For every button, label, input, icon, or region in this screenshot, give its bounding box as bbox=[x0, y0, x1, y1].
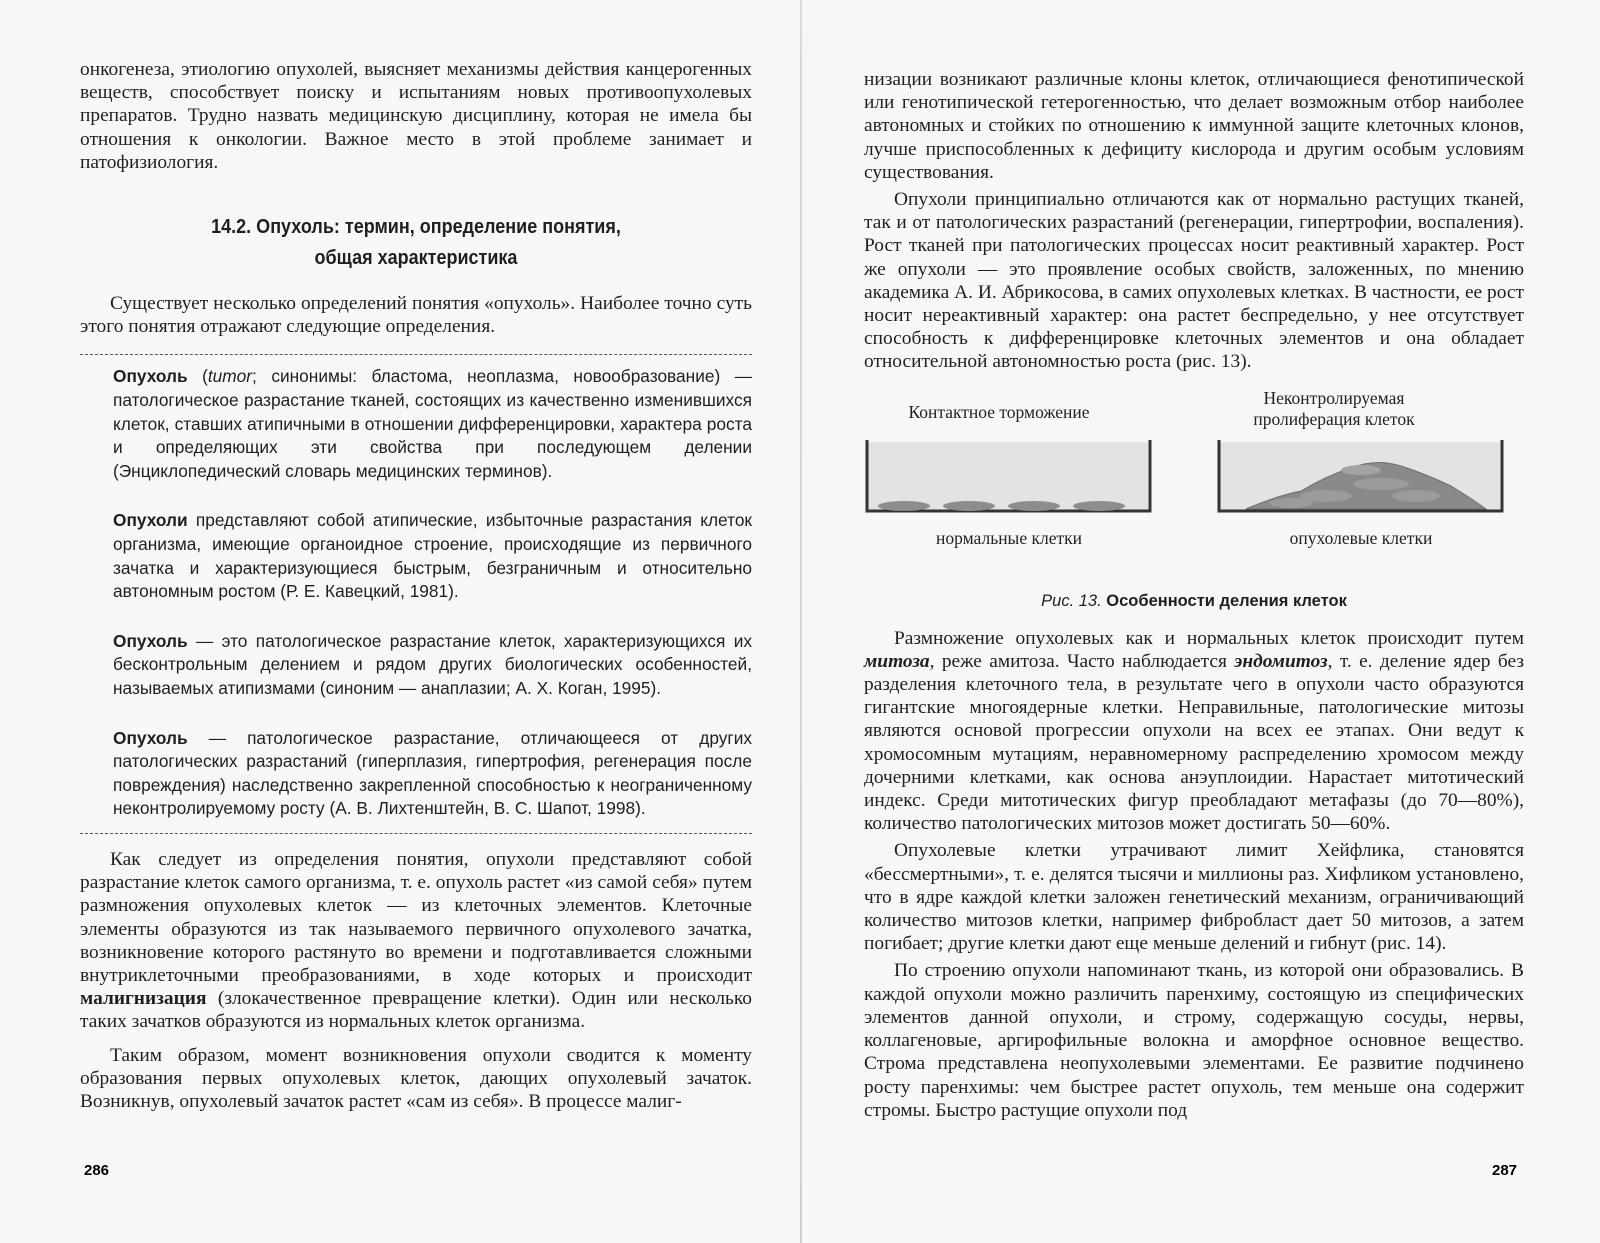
definition-item: Опухоль (tumor; синонимы: бластома, неоплазма, новообразование) — патологическое разрастание тканей, состоящих из качественно изменившихся клеток, ставших атипичными в отношении дифференцировки, характера роста и определяющих эти свойства при последующем делении (Энциклопедический словарь медицинских терминов). bbox=[113, 366, 752, 481]
normal-cell bbox=[1073, 501, 1125, 511]
definitions-box bbox=[80, 354, 752, 834]
book-gutter bbox=[800, 0, 802, 1243]
definition-item bbox=[113, 630, 752, 701]
caption-number: Рис. 13. bbox=[1041, 591, 1102, 610]
tumor-cell bbox=[1269, 498, 1313, 508]
normal-cell bbox=[943, 501, 995, 511]
figure-left-title: Контактное торможение bbox=[908, 401, 1090, 422]
section-heading bbox=[114, 212, 719, 274]
left-page bbox=[80, 58, 752, 1113]
tumor-cell bbox=[1392, 490, 1440, 502]
definition-term: Опухоль bbox=[113, 727, 188, 748]
page-number-left: 286 bbox=[84, 1162, 110, 1179]
definition-text: представляют собой атипические, избыточные разрастания клеток организма, имеющие органоидное строение, происходящие из первичного зачатка и характеризующиеся быстрым, безграничным и относительно автономным ростом (Р. Е. Кавецкий, 1981). bbox=[113, 510, 752, 602]
body-paragraph: По строению опухоли напоминают ткань, из которой они образовались. В каждой опухоли можно различить паренхиму, состоящую из специфических элементов данной опухоли, и строму, содержащую сосуды, нервы, коллагеновые, аргирофильные волокна и аморфное основное вещество. Строма представлена неопухолевыми элементами. Ее развитие подчинено росту паренхимы: чем быстрее растет опухоль, тем меньше она содержит стромы. Быстро растущие опухоли под bbox=[864, 960, 1524, 1121]
tumor-cell bbox=[1341, 465, 1381, 475]
latin-term: tumor bbox=[207, 366, 253, 387]
body-paragraph: Как следует из определения понятия, опухоли представляют собой разрастание клеток самого организма, т. е. опухоль растет «из самой себя» путем размножения опухолевых клеток — из клеточных элементов. Клеточные элементы образуются из так называемого первичного опухолевого зачатка, возникновение которого растянуто во времени и подготавливается сложными внутриклеточными преобразованиями, в ходе которых и происходит малигнизация (злокачественное превращение клетки). Один или несколько таких зачатков образуются из нормальных клеток организма. bbox=[80, 848, 752, 1033]
tumor-cells-dish bbox=[1216, 436, 1506, 516]
definition-term: Опухоли bbox=[113, 510, 188, 531]
normal-cell bbox=[1008, 501, 1060, 511]
heading-line-1: 14.2. Опухоль: термин, определение понятия, bbox=[211, 216, 621, 239]
definition-item bbox=[113, 727, 752, 821]
definition-text: — патологическое разрастание, отличающееся от других патологических разрастаний (гиперплазия, гипертрофия, регенерация после повреждения) наследственно закрепленной способностью к неограниченному неконтролируемому росту (А. В. Лихтенштейн, В. С. Шапот, 1998). bbox=[113, 727, 752, 819]
figure-caption bbox=[864, 592, 1524, 611]
normal-cells-dish bbox=[864, 436, 1154, 516]
body-paragraph: Размножение опухолевых как и нормальных клеток происходит путем митоза, реже амитоза. Часто наблюдается эндомитоз, т. е. деление ядер без разделения клеточного тела, в результате чего в опухоли часто образуются гигантские многоядерные клетки. Неправильные, патологические митозы являются основой прогрессии опухоли на всех ее этапах. Они ведут к хромосомным мутациям, неравномерному распределению хромосом между дочерними клетками, как основа анэуплоидии. Нарастает митотический индекс. Среди митотических фигур преобладают метафазы (до 70—80%), количество патологических митозов может достигать 50—60%. bbox=[864, 627, 1524, 835]
definition-term: Опухоль bbox=[113, 366, 188, 387]
body-paragraph: низации возникают различные клоны клеток, отличающиеся фенотипической или генотипической гетерогенностью, что делает возможным отбор наиболее автономных и стойких по отношению к иммунной защите клеточных клонов, лучше приспособленных к дефициту кислорода и другим особым условиям существования. bbox=[864, 69, 1524, 183]
page-number-right: 287 bbox=[1492, 1162, 1518, 1179]
body-paragraph: Опухолевые клетки утрачивают лимит Хейфлика, становятся «бессмертными», т. е. делятся тысячи и миллионы раз. Хифликом установлено, что в ядре каждой клетки заложен генетический механизм, ограничивающий количество митозов клетки, например фибробласт дает 50 митозов, а затем погибает; другие клетки дают еще меньше делений и гибнут (рис. 14). bbox=[864, 840, 1524, 955]
definition-item bbox=[113, 509, 752, 603]
normal-cell bbox=[878, 501, 930, 511]
tumor-cell bbox=[1353, 478, 1409, 490]
body-paragraph: Опухоли принципиально отличаются как от нормально растущих тканей, так и от патологических разрастаний (регенерации, гипертрофии, воспаления). Рост тканей при патологических процессах носит реактивный характер. Рост же опухоли — это проявление особых свойств, заложенных, по мнению академика А. И. Абрикосова, в самих опухолевых клетках. В частности, ее рост носит нереактивный характер: она растет беспредельно, у нее отсутствует способность к дифференцировке клеточных элементов и она обладает относительной автономностью роста (рис. 13). bbox=[864, 189, 1524, 373]
figure-left-label: нормальные клетки bbox=[936, 527, 1082, 548]
heading-line-2: общая характеристика bbox=[314, 247, 518, 270]
dish-medium bbox=[868, 442, 1148, 510]
definition-text: ; синонимы: бластома, неоплазма, новообразование) — патологическое разрастание тканей, состоящих из качественно изменившихся клеток, ставших атипичными в отношении дифференцировки, характера роста и определяющих эти свойства при последующем делении (Энциклопедический словарь медицинских терминов). bbox=[113, 366, 752, 481]
caption-text: Особенности деления клеток bbox=[1106, 591, 1347, 610]
definition-text: — это патологическое разрастание клеток, характеризующихся их бесконтрольным делением и рядом других биологических особенностей, называемых атипизмами (синоним — анаплазии; А. Х. Коган, 1995). bbox=[113, 630, 752, 698]
right-page bbox=[864, 68, 1524, 1122]
definition-term: Опухоль bbox=[113, 630, 188, 651]
bold-term: малигнизация bbox=[80, 988, 207, 1010]
body-paragraph: Таким образом, момент возникновения опухоли сводится к моменту образования первых опухолевых клеток, дающих опухолевый зачаток. Возникнув, опухолевый зачаток растет «сам из себя». В процессе малиг- bbox=[80, 1044, 752, 1112]
figure-right-title: Неконтролируемая пролиферация клеток bbox=[1253, 387, 1415, 429]
figure-cell-division bbox=[864, 388, 1524, 588]
intro-paragraph: онкогенеза, этиологию опухолей, выясняет механизмы действия канцерогенных веществ, способствует поиску и испытаниям новых противоопухолевых препаратов. Трудно назвать медицинскую дисциплину, которая не имела бы отношения к онкологии. Важное место в этой проблеме занимает и патофизиология. bbox=[80, 59, 752, 173]
lead-paragraph: Существует несколько определений понятия «опухоль». Наиболее точно суть этого понятия отражают следующие определения. bbox=[80, 293, 752, 338]
figure-right-label: опухолевые клетки bbox=[1289, 527, 1433, 548]
